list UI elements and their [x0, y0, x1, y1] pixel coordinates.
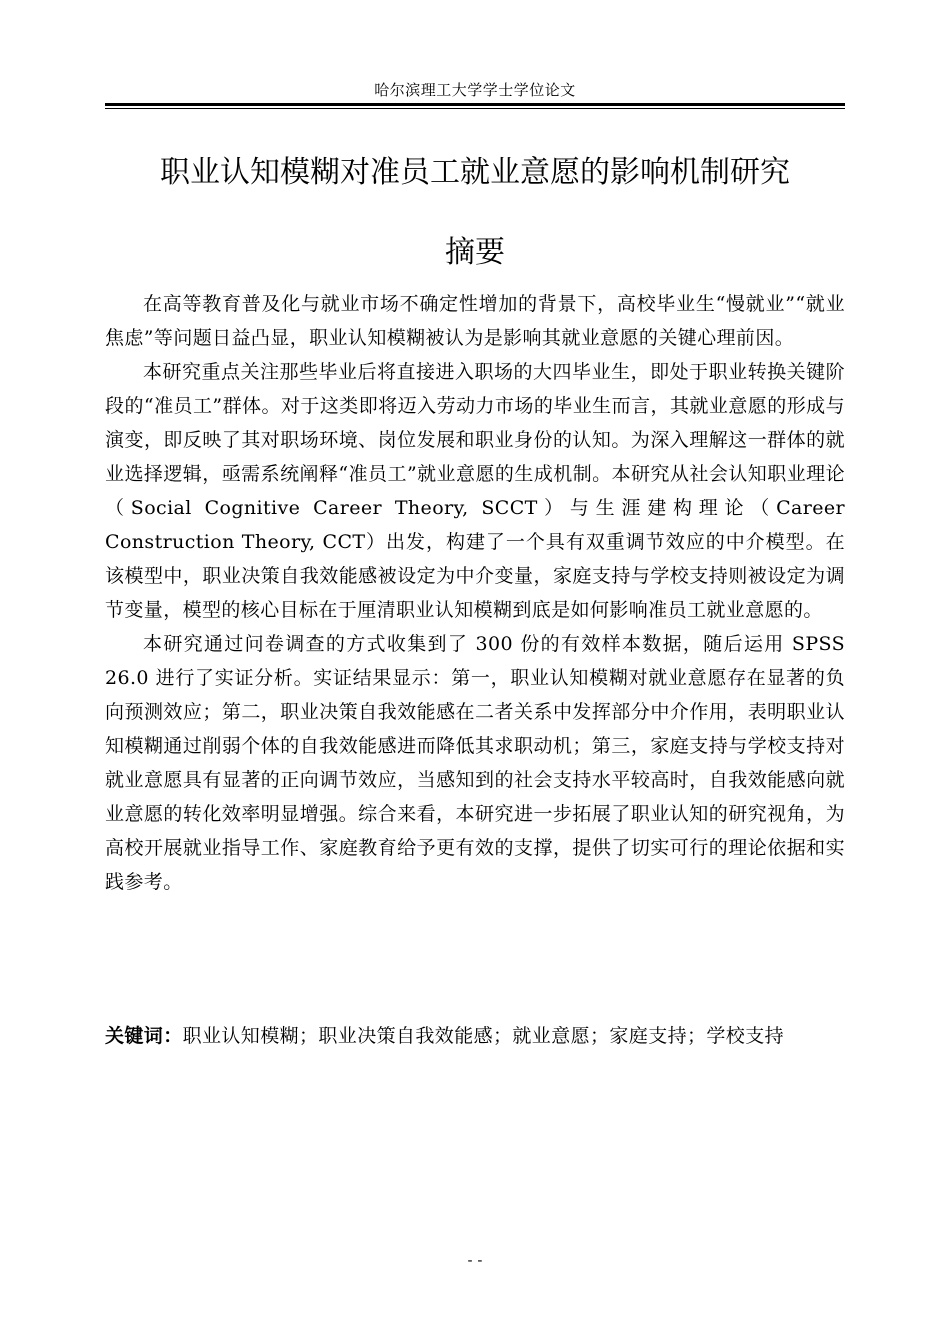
keywords-label: 关键词： — [105, 1025, 183, 1047]
page-number: - - — [467, 1251, 483, 1269]
keywords-text: 职业认知模糊；职业决策自我效能感；就业意愿；家庭支持；学校支持 — [182, 1025, 785, 1047]
abstract-paragraph-3: 本研究通过问卷调查的方式收集到了 300 份的有效样本数据，随后运用 SPSS 26.0 进行了实证分析。实证结果显示：第一，职业认知模糊对就业意愿存在显著的负向预测效应；第二，职业决策自我效能感在二者关系中发挥部分中介作用，表明职业认知模糊通过削弱个体的自我效能感进而降低其求职动机；第三，家庭支持与学校支持对就业意愿具有显著的正向调节效应，当感知到的社会支持水平较高时，自我效能感向就业意愿的转化效率明显增强。综合来看，本研究进一步拓展了职业认知的研究视角，为高校开展就业指导工作、家庭教育给予更有效的支撑，提供了切实可行的理论依据和实践参考。 — [105, 633, 845, 893]
abstract-heading: 摘要 — [445, 235, 505, 270]
header-rule-thin — [105, 108, 845, 109]
abstract-paragraph-1: 在高等教育普及化与就业市场不确定性增加的背景下，高校毕业生“慢就业”“就业焦虑”等问题日益凸显，职业认知模糊被认为是影响其就业意愿的关键心理前因。 — [105, 293, 845, 349]
keywords — [105, 1019, 845, 1053]
thesis-title: 职业认知模糊对准员工就业意愿的影响机制研究 — [160, 155, 790, 190]
abstract-paragraph-2: 本研究重点关注那些毕业后将直接进入职场的大四毕业生，即处于职业转换关键阶段的“准员工”群体。对于这类即将迈入劳动力市场的毕业生而言，其就业意愿的形成与演变，即反映了其对职场环境、岗位发展和职业身份的认知。为深入理解这一群体的就业选择逻辑，亟需系统阐释“准员工”就业意愿的生成机制。本研究从社会认知职业理论（Social Cognitive Career Theory, SCCT）与生涯建构理论（Career Construction Theory, CCT）出发，构建了一个具有双重调节效应的中介模型。在该模型中，职业决策自我效能感被设定为中介变量，家庭支持与学校支持则被设定为调节变量，模型的核心目标在于厘清职业认知模糊到底是如何影响准员工就业意愿的。 — [105, 361, 845, 621]
header-rule-thick — [105, 103, 845, 106]
running-header: 哈尔滨理工大学学士学位论文 — [374, 81, 576, 99]
abstract-body — [105, 287, 845, 899]
